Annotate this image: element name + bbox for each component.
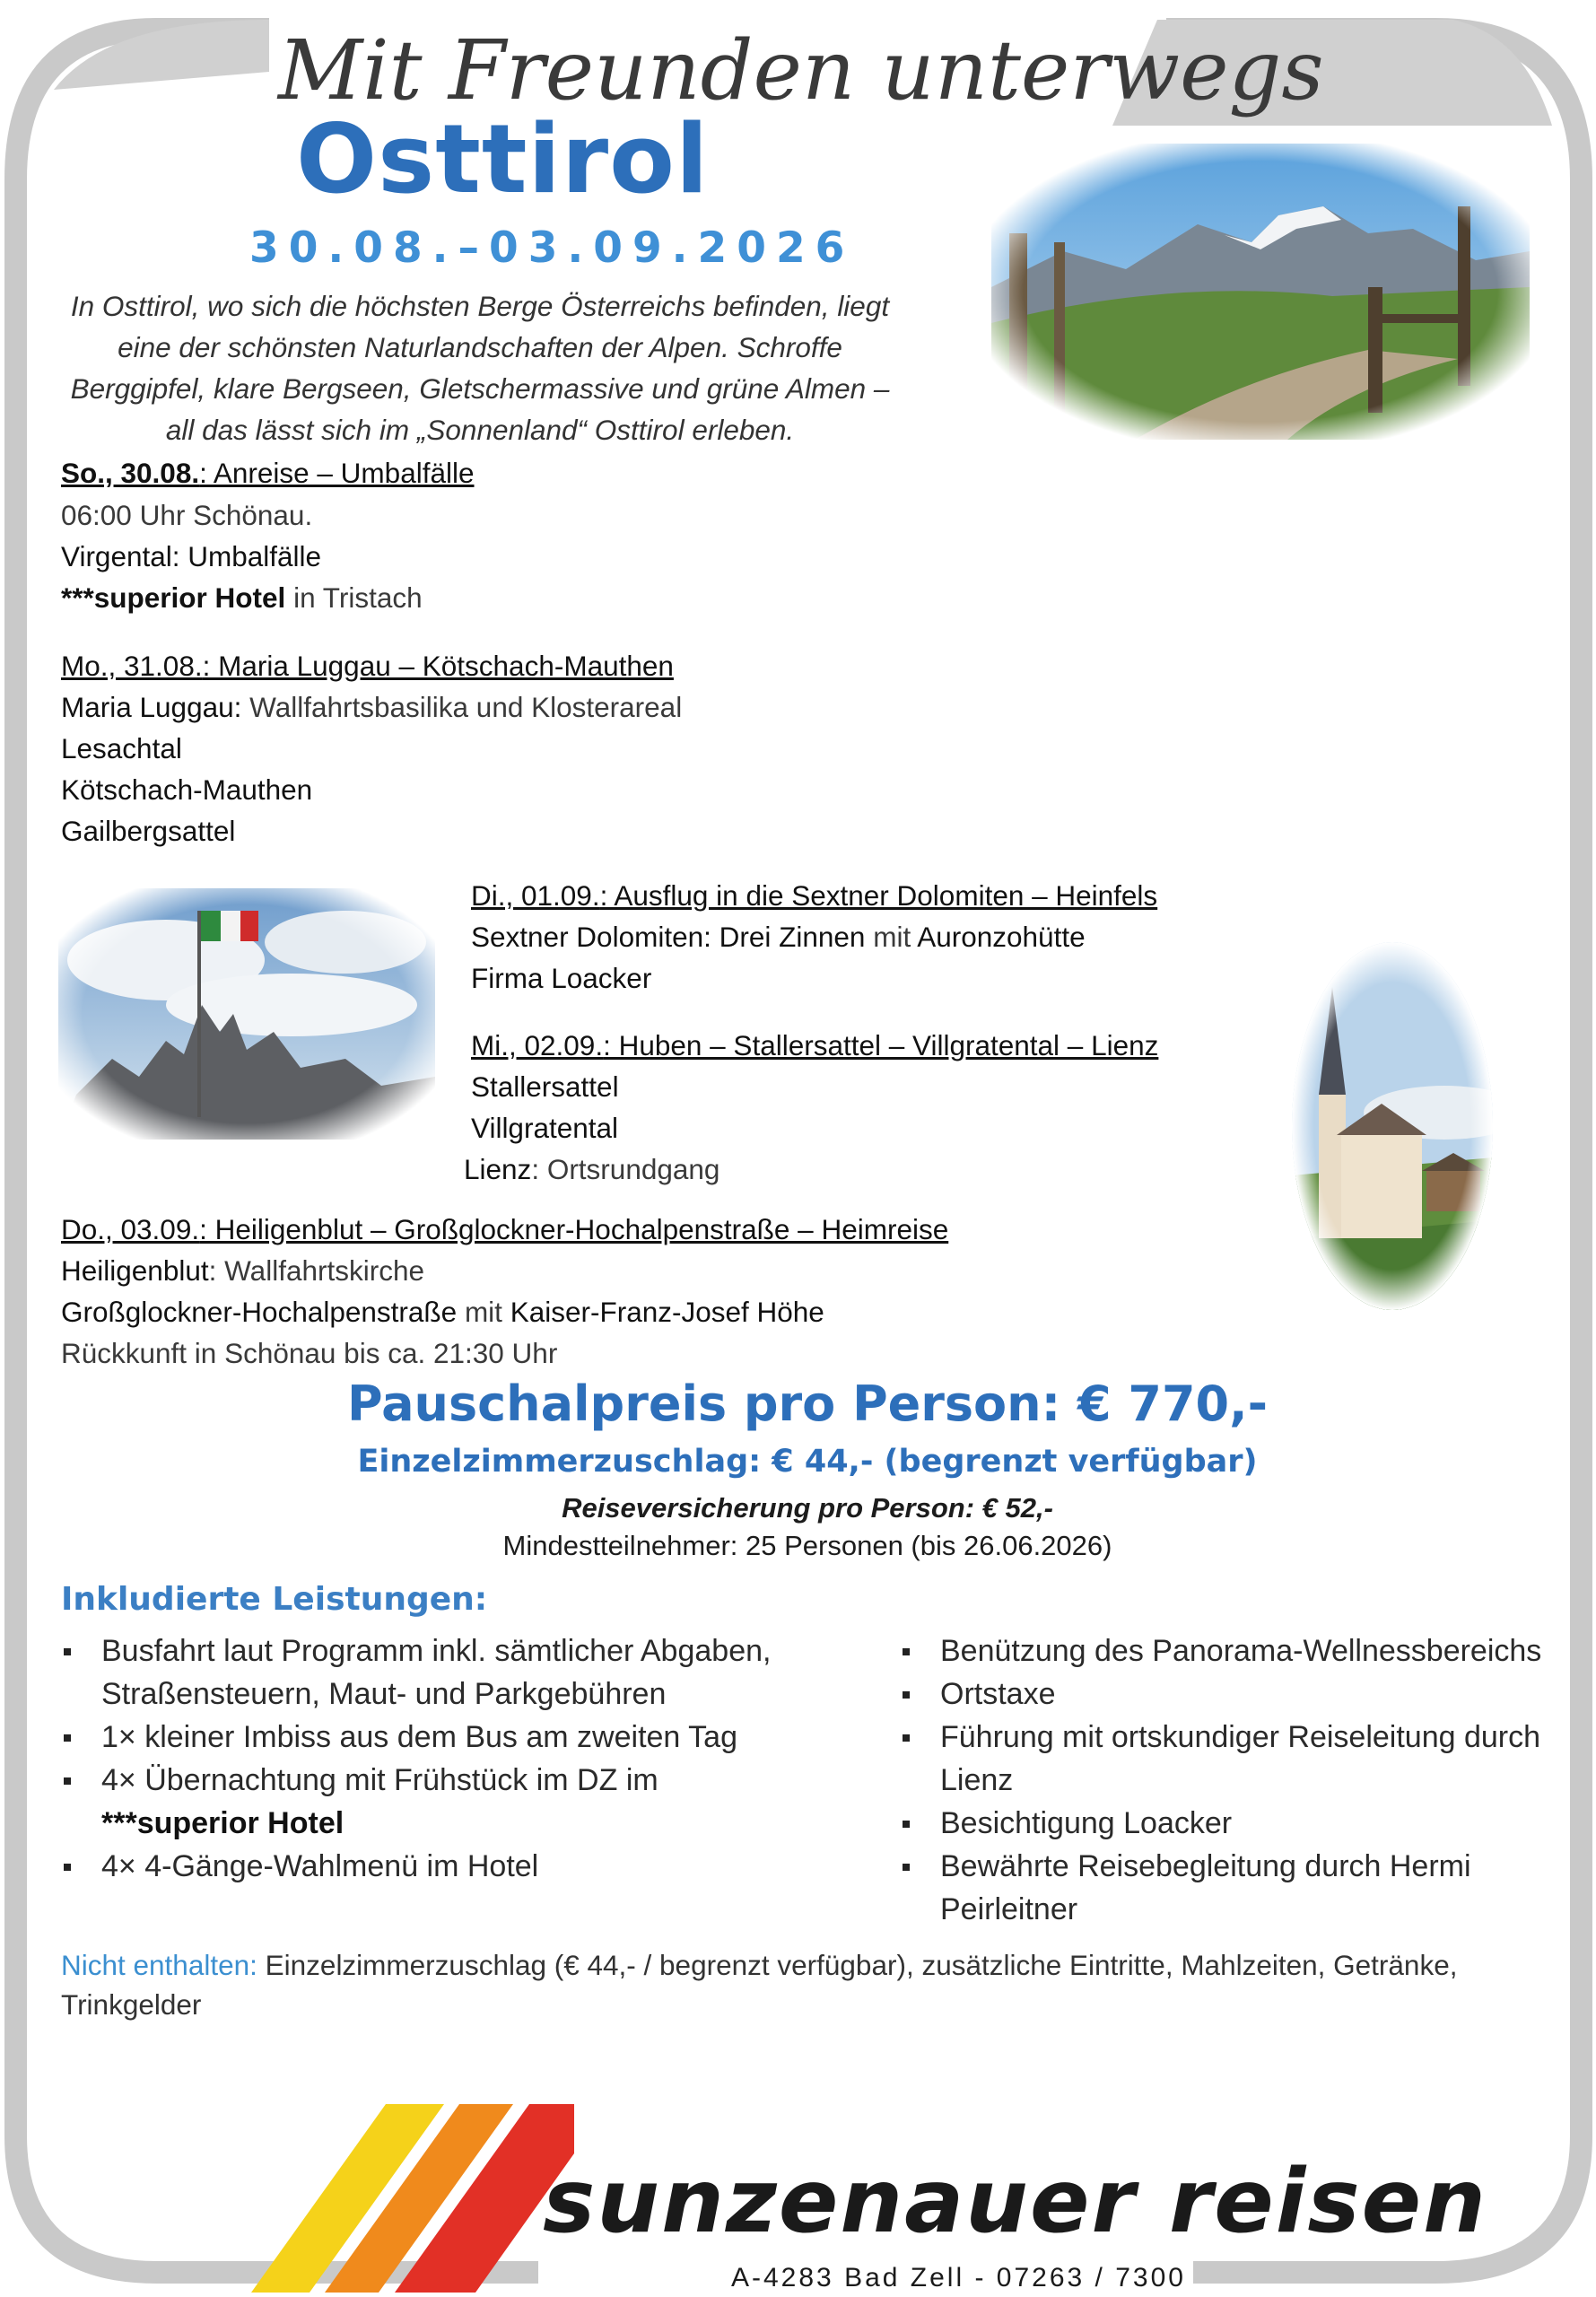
day5-line2-mid: mit — [457, 1296, 510, 1328]
day3-line1-c: mit — [873, 921, 911, 953]
day2-line1 — [61, 691, 682, 725]
list-item: 1× kleiner Imbiss aus dem Bus am zweiten Tag — [61, 1716, 806, 1759]
day2-line4: Gailbergsattel — [61, 815, 236, 847]
day4-line3-desc: : Ortsrundgang — [531, 1153, 720, 1185]
day2-heading — [61, 650, 674, 684]
list-item: Bewährte Reisebegleitung durch Hermi Peirleitner — [900, 1845, 1564, 1931]
day5-line1-desc: : Wallfahrtskirche — [208, 1254, 424, 1287]
day5-line1-place: Heiligenblut — [61, 1254, 209, 1287]
list-item: Besichtigung Loacker — [900, 1802, 1564, 1845]
day5-line2-peak: Kaiser-Franz-Josef Höhe — [510, 1296, 824, 1328]
day3-line1-a: Sextner Dolomiten — [471, 921, 704, 953]
day3-line1-b: : Drei Zinnen — [703, 921, 874, 953]
intro-text: In Osttirol, wo sich die höchsten Berge Österreichs befinden, liegt eine der schönsten Naturlandschaften der Alpen. Schroffe Berggipfel, klare Bergseen, Gletschermassive und grüne Almen – all das lässt sich im „Sonnenland“ Osttirol erleben. — [70, 290, 890, 446]
day4-line3 — [464, 1153, 720, 1187]
day4-line3-place: Lienz — [464, 1153, 532, 1185]
day3-line1-d: Auronzohütte — [911, 921, 1086, 953]
list-item-text: 4× Übernachtung mit Frühstück im DZ im — [101, 1763, 658, 1797]
day4-line2: Villgratental — [471, 1112, 619, 1144]
day1-hotel — [61, 581, 423, 616]
day4-line1: Stallersattel — [471, 1070, 619, 1103]
day2-line3: Kötschach-Mauthen — [61, 773, 313, 806]
list-item: Führung mit ortskundiger Reiseleitung durch Lienz — [900, 1716, 1564, 1802]
travel-dates: 30.08.–03.09.2026 — [249, 223, 855, 273]
day5-heading — [61, 1213, 948, 1247]
day5-line1 — [61, 1254, 424, 1288]
single-room-surcharge: Einzelzimmerzuschlag: € 44,- (begrenzt verfügbar) — [357, 1444, 1258, 1480]
day1-heading — [61, 457, 475, 491]
included-heading: Inkludierte Leistungen: — [61, 1581, 488, 1618]
not-included-text: Einzelzimmerzuschlag (€ 44,- / begrenzt verfügbar), zusätzliche Eintritte, Mahlzeiten, Getränke, Trinkgelder — [61, 1949, 1458, 2021]
day3-heading — [471, 879, 1157, 913]
day1-line2: Virgental: Umbalfälle — [61, 540, 322, 572]
list-item: Benützung des Panorama-Wellnessbereichs — [900, 1629, 1564, 1673]
company-logo-name: sunzenauer reisen — [543, 2151, 1487, 2253]
day4-title: : Huben – Stallersattel – Villgratental – Lienz — [603, 1029, 1159, 1061]
included-list-left — [61, 1629, 806, 1888]
logo-stripes-icon — [251, 2091, 574, 2293]
list-item: 4× 4-Gänge-Wahlmenü im Hotel — [61, 1845, 806, 1888]
dolomites-photo — [58, 888, 435, 1140]
day2-line1-place: Maria Luggau: — [61, 691, 242, 723]
list-item-hotel: ***superior Hotel — [101, 1806, 344, 1840]
company-address: A-4283 Bad Zell - 07263 / 7300 — [731, 2263, 1186, 2293]
package-price: Pauschalpreis pro Person: € 770,- — [346, 1376, 1269, 1432]
day4-heading — [471, 1029, 1158, 1063]
day1-line1: 06:00 Uhr Schönau. — [61, 499, 313, 531]
day3-title: : Ausflug in die Sextner Dolomiten – Heinfels — [599, 879, 1158, 912]
church-photo — [1292, 942, 1494, 1310]
day1-hotel-name: ***superior Hotel — [61, 581, 286, 614]
not-included-label: Nicht enthalten: — [61, 1949, 257, 1981]
day3-date: Di., 01.09. — [471, 879, 600, 912]
min-participants: Mindestteilnehmer: 25 Personen (bis 26.06.2026) — [502, 1530, 1112, 1561]
not-included — [61, 1945, 1532, 2024]
list-item: Busfahrt laut Programm inkl. sämtlicher Abgaben, Straßensteuern, Maut- und Parkgebühren — [61, 1629, 806, 1716]
day5-line2 — [61, 1296, 824, 1330]
day2-line2: Lesachtal — [61, 732, 182, 764]
day5-line2-road: Großglockner-Hochalpenstraße — [61, 1296, 458, 1328]
mountain-photo — [991, 144, 1530, 440]
list-item — [61, 1759, 806, 1845]
day5-title: : Heiligenblut – Großglockner-Hochalpenstraße – Heimreise — [199, 1213, 949, 1245]
day4-date: Mi., 02.09. — [471, 1029, 604, 1061]
day1-title: : Anreise – Umbalfälle — [199, 457, 475, 489]
day1-date: So., 30.08. — [61, 457, 200, 489]
page-title: Osttirol — [296, 104, 710, 214]
list-item: Ortstaxe — [900, 1673, 1564, 1716]
included-list-right — [900, 1629, 1564, 1931]
day1-hotel-location: in Tristach — [285, 581, 423, 614]
day5-line3: Rückkunft in Schönau bis ca. 21:30 Uhr — [61, 1337, 558, 1369]
day2-date: Mo., 31.08. — [61, 650, 203, 682]
travel-insurance: Reiseversicherung pro Person: € 52,- — [562, 1492, 1053, 1524]
day2-title: : Maria Luggau – Kötschach-Mauthen — [202, 650, 674, 682]
day3-line2: Firma Loacker — [471, 962, 652, 994]
day2-line1-desc: Wallfahrtsbasilika und Klosterareal — [241, 691, 683, 723]
day5-date: Do., 03.09. — [61, 1213, 200, 1245]
script-title-text: Mit Freunden unterwegs — [278, 22, 1324, 118]
day3-line1 — [471, 921, 1086, 955]
